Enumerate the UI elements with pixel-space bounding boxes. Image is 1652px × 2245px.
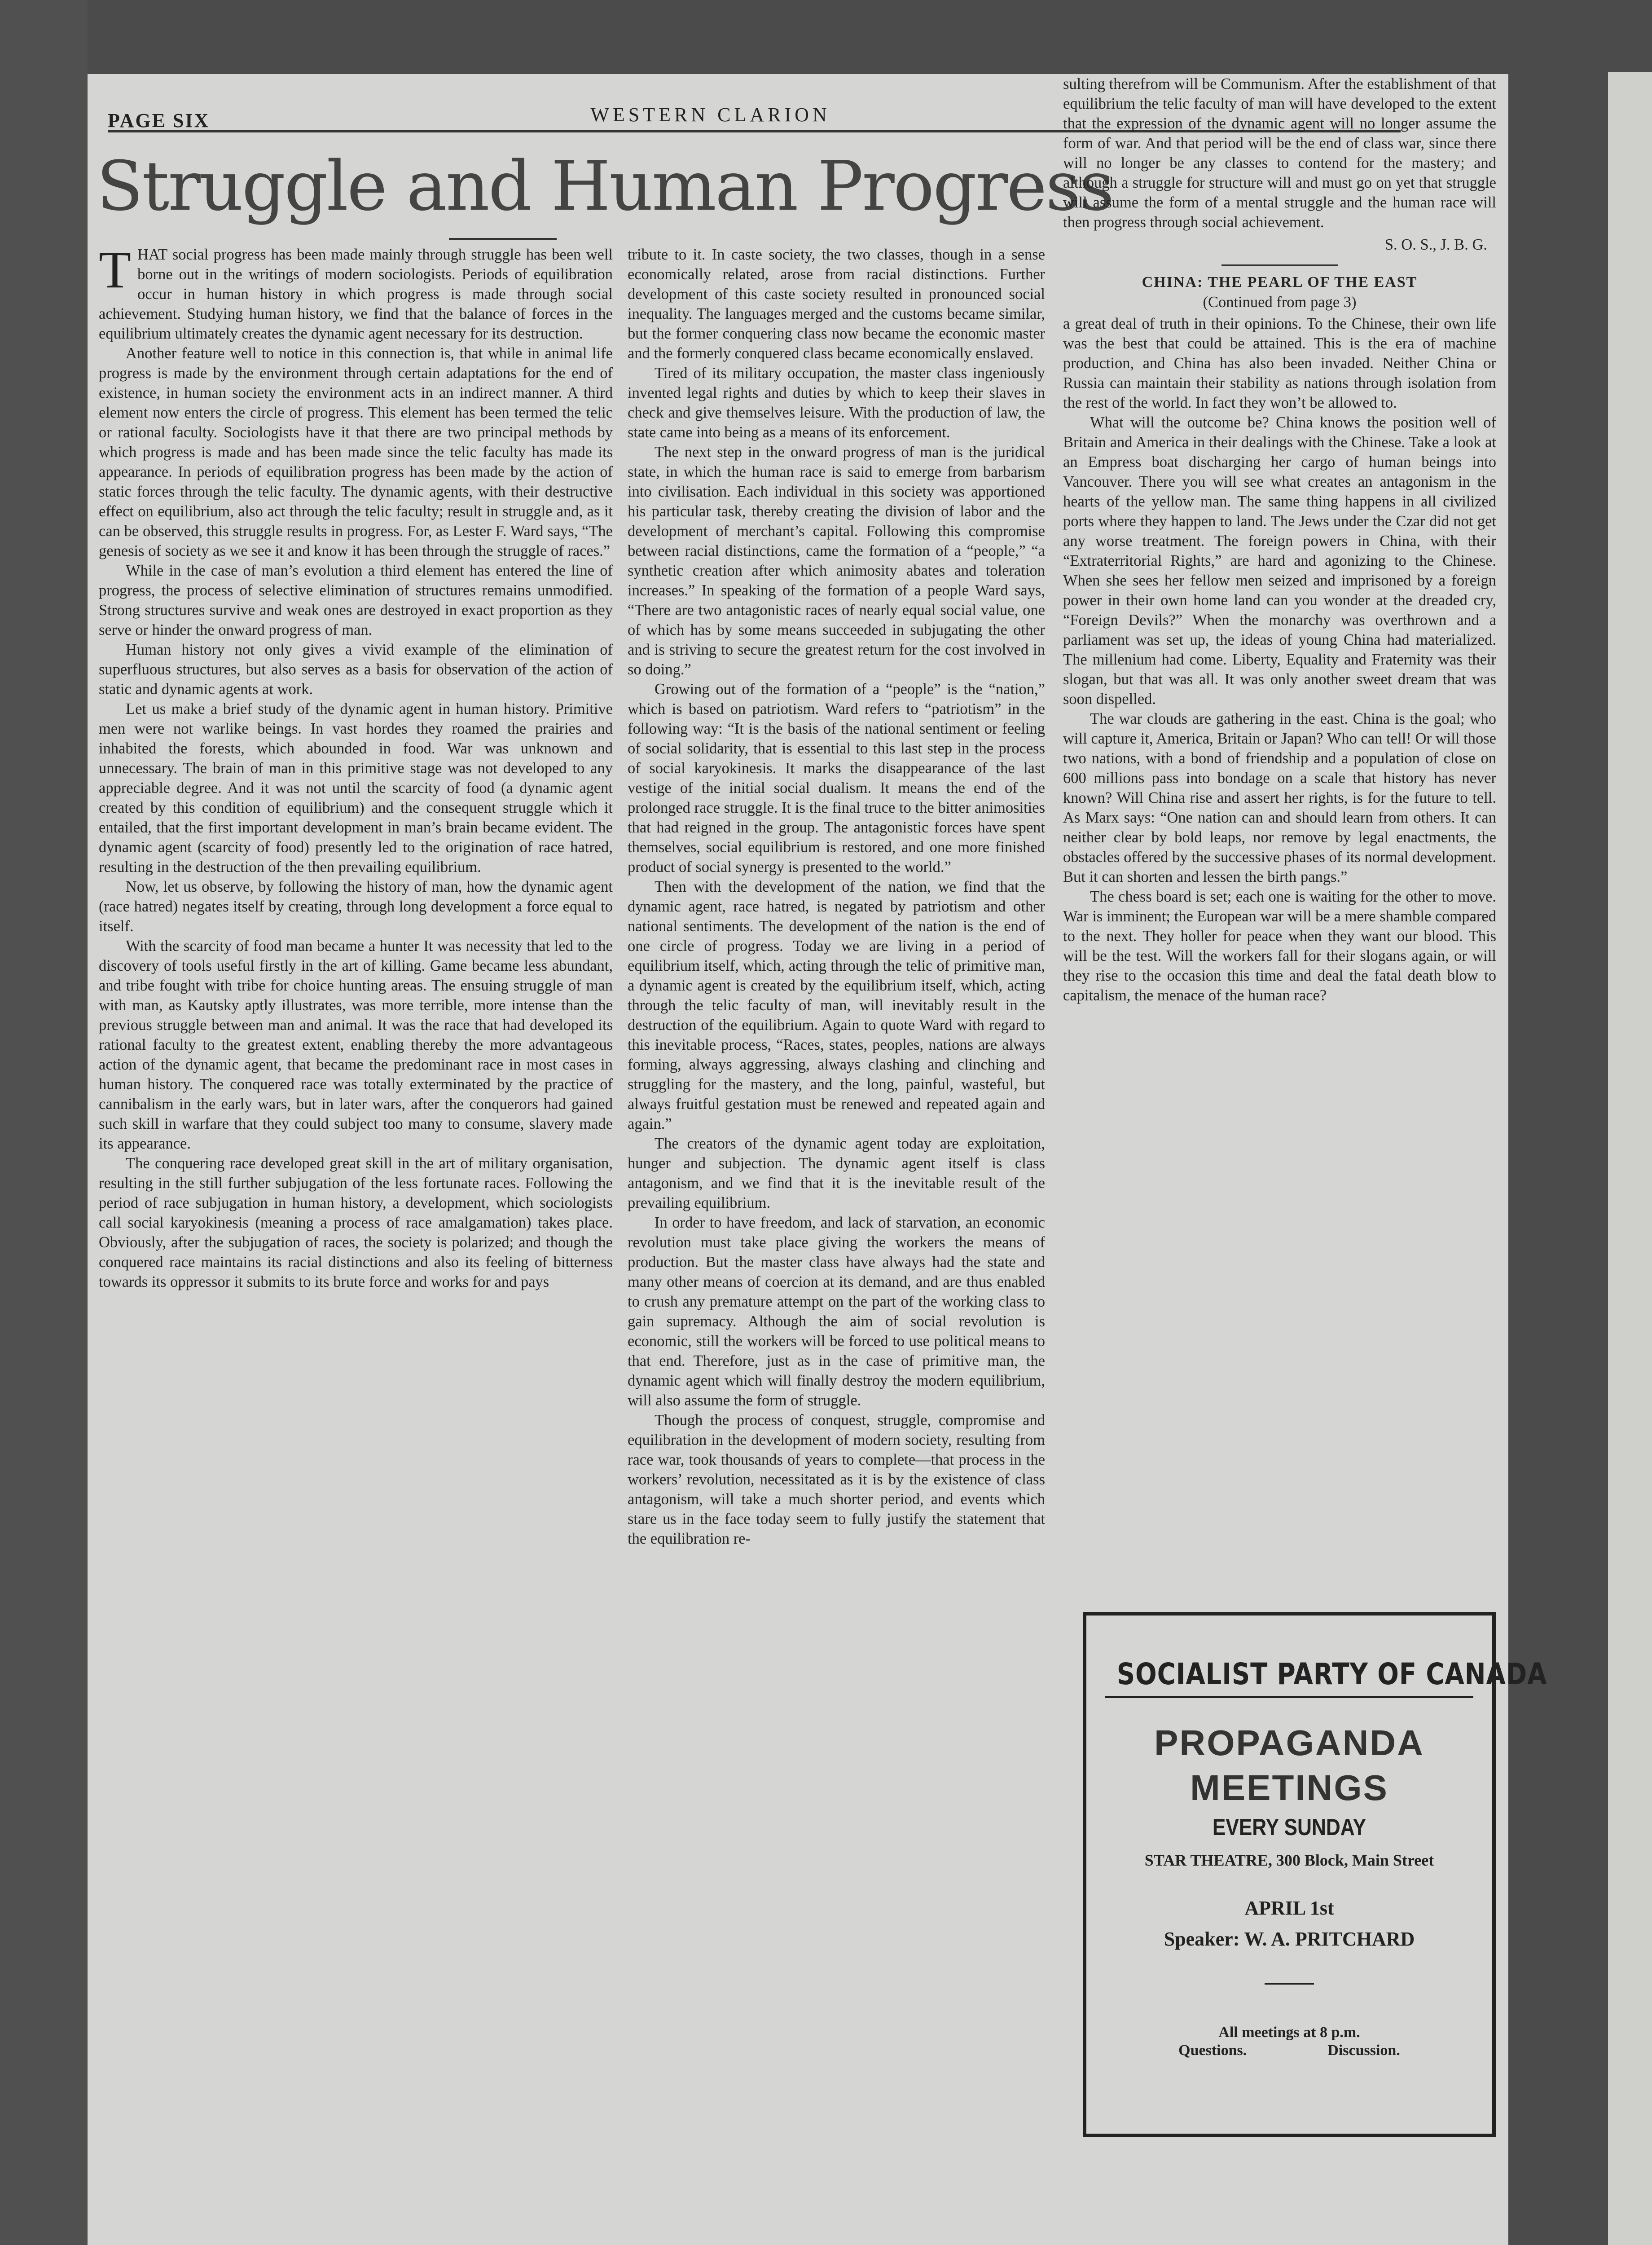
meeting-advertisement [1083,1612,1547,2137]
article-paragraph: The next step in the onward progress of man is the juridical state, in which the human race is said to emerge from barbarism into civilisation. Each individual in this society was apportioned his particular task, thereby creating the division of labor and the development of merchant’s capital. Following this compromise between racial distinctions, came the formation of a “people,” “a synthetic creation after which animosity abates and toleration increases.” In speaking of the formation of a people Ward says, “There are two antagonistic races of nearly equal social value, one of which has by some means succeeded in subjugating the other and is striving to secure the greatest return for the cost involved in so doing.” [628,444,1045,678]
ad-heading-line-2: MEETINGS [1190,1768,1388,1808]
article-paragraph: Let us make a brief study of the dynamic agent in human history. Primitive men were not warlike beings. In vast hordes they roamed the prairies and inhabited the forests, which abounded in food. War was unknown and unnecessary. The brain of man in this primitive stage was not developed to any appreciable degree. And it was not until the scarcity of food (a dynamic agent created by this condition of equilibrium) and the consequent struggle which it entailed, that the first important development in man’s brain became evident. The dynamic agent (scarcity of food) presently led to the origination of race hatred, resulting in the destruction of the then prevailing equilibrium. [99,700,613,876]
ad-venue: STAR THEATRE, 300 Block, Main Street [1144,1851,1434,1869]
article-paragraph: The conquering race developed great skill in the art of military organisation, resulting in the still further subjugation of the less fortunate races. Following the period of race subjugation in human history, a development, which sociologists call social karyokinesis (meaning a process of race amalgamation) takes place. Obviously, after the subjugation of races, the society is polarized; and though the conquered race maintains its racial distinctions and also its feeling of bitterness towards its oppressor it submits to its brute force and works for and pays [99,1155,613,1290]
ad-rule [1105,1696,1473,1698]
adjacent-page-edge [1608,72,1652,2245]
newspaper-title: WESTERN CLARION [590,104,830,126]
article-headline: Struggle and Human Progress [97,146,1113,226]
article-paragraph: THAT social progress has been made mainly through struggle has been well borne out in the writings of modern sociologists. Periods of equilibration occur in human history in which progress is made through social achievement. Studying human history, we find that the balance of forces in the equilibrium ultimately creates the dynamic agent necessary for its destruction. [99,240,613,342]
article-column-1 [99,240,613,1292]
ad-questions: Questions. [1178,2042,1247,2059]
ad-date: APRIL 1st [1244,1897,1334,1919]
article-paragraph: Though the process of conquest, struggle, compromise and equilibration in the development of modern society, resulting from race war, took thousands of years to complete—that process in the workers’ revolution, necessitated as it is by the existence of class antagonism, will take a much shorter period, and events which stare us in the face today seem to fully justify the statement that the equilibration re- [628,1412,1045,1547]
article-paragraph: With the scarcity of food man became a hunter It was necessity that led to the discovery of tools useful firstly in the art of killing. Game became less abundant, and tribe fought with tribe for choice hunting areas. The ensuing struggle of man with man, as Kautsky aptly illustrates, was more terrible, more intense than the previous struggle between man and animal. It was the race that had developed its rational faculty to the greatest extent, enabling thereby the more advantageous action of the dynamic agent, that became the predominant race in most cases in human history. The conquered race was totally exterminated by the practice of cannibalism in the early wars, but in later wars, after the conquerors had gained such skill in warfare that they could subject too many to consume, slavery made its appearance. [99,938,613,1152]
article-paragraph: Growing out of the formation of a “people” is the “nation,” which is based on patriotism. Ward refers to “patriotism” in the following way: “It is the basis of the national sentiment or feeling of social solidarity, that is essential to this last step in the process of social karyokinesis. It marks the disappearance of the last vestige of the initial social dualism. It means the end of the prolonged race struggle. It is the final truce to the bitter animosities that had reigned in the group. The antagonistic forces have spent themselves, social equilibrium is restored, and one more finished product of social synergy is presented to the world.” [628,681,1045,876]
article-paragraph: The creators of the dynamic agent today are exploitation, hunger and subjection. The dynamic agent itself is class antagonism, and we find that it is the inevitable result of the prevailing equilibrium. [628,1135,1045,1211]
article-paragraph: tribute to it. In caste society, the two classes, though in a sense economically related, arose from racial distinctions. Further development of this caste society resulted in pronounced social inequality. The languages merged and the customs became similar, but the former conquering class now became the economic master and the formerly conquered class became economically enslaved. [628,246,1045,362]
ad-time-note: All meetings at 8 p.m. [1218,2024,1360,2041]
ad-divider [1265,1983,1314,1985]
article-paragraph: Tired of its military occupation, the master class ingeniously invented legal rights and duties by which to keep their slaves in check and give themselves leisure. With the production of law, the state came into being as a means of its enforcement. [628,365,1045,441]
article-paragraph: Then with the development of the nation, we find that the dynamic agent, race hatred, is negated by patriotism and other national sentiments. The development of the nation is the end of one circle of progress. Today we are living in a period of equilibrium itself, which, acting through the telic of primitive man, a dynamic agent is created by the equilibrium itself, which, acting through the telic faculty of man, will inevitably result in the destruction of the equilibrium. Again to quote Ward with regard to this inevitable process, “Races, states, peoples, nations are always forming, always aggressing, always clashing and clinching and struggling for the mastery, and the long, painful, wasteful, but always fruitful gestation must be renewed and repeated again and again.” [628,878,1045,1132]
china-paragraph: a great deal of truth in their opinions. To the Chinese, their own life was the best that could be attained. This is the era of machine production, and China has also been invaded. Neither China or Russia can maintain their stability as nations through isolation from the rest of the world. In fact they won’t be allowed to. [1063,315,1496,411]
article-paragraph: Another feature well to notice in this connection is, that while in animal life progress is made by the environment through certain adaptations for the end of existence, in human society the environment acts in an indirect manner. A third element now enters the circle of progress. This element has been termed the telic or rational faculty. Sociologists have it that there are two principal methods by which progress is made and has been made since the telic faculty has made its appearance. In periods of equilibration progress has been made by the action of static forces through the telic faculty. The dynamic agents, with their destructive effect on equilibrium, also act through the telic faculty; result in struggle and, as it can be observed, this struggle results in progress. For, as Lester F. Ward says, “The genesis of society as we see it and know it has been through the struggle of races.” [99,345,613,559]
ad-heading-line-1: PROPAGANDA [1154,1723,1424,1763]
ad-speaker: Speaker: W. A. PRITCHARD [1164,1928,1415,1950]
article-paragraph: In order to have freedom, and lack of starvation, an economic revolution must take place giving the workers the means of production. But the master class have always had the state and many other means of coercion at its demand, and are thus enabled to crush any premature attempt on the part of the working class to gain supremacy. Although the aim of social revolution is economic, still the workers will be forced to use political means to that end. Therefore, just as in the case of primitive man, the dynamic agent which will finally destroy the modern equilibrium, will also assume the form of struggle. [628,1214,1045,1409]
headline-rule [449,238,557,240]
article-paragraph: While in the case of man’s evolution a third element has entered the line of progress, the process of selective elimination of structures remains unmodified. Strong structures survive and weak ones are destroyed in exact proportion as they serve or hinder the onward progress of man. [99,562,613,638]
scan-background [0,0,88,2245]
china-paragraph: What will the outcome be? China knows the position well of Britain and America in their dealings with the Chinese. Take a look at an Empress boat discharging her cargo of human beings into Vancouver. There you will see what creates an antagonism in the hearts of the yellow man. The same thing happens in all civilized ports where they happen to land. The Jews under the Czar did not get any worse treatment. The foreign powers in China, with their “Extraterritorial Rights,” are hard and agonizing to the Chinese. When she sees her fellow men seized and imprisoned by a foreign power in their own home land can you wonder at the dreaded cry, “Foreign Devils?” When the monarchy was overthrown and a parliament was set up, the ideas of young China had materialized. The millenium had come. Liberty, Equality and Fraternity was their slogan, but that was all. It was only another sweet dream that was soon dispelled. [1063,414,1496,708]
continued-note: (Continued from page 3) [1203,294,1357,311]
china-paragraph: The war clouds are gathering in the east. China is the goal; who will capture it, America, Britain or Japan? Who can tell! Or will those two nations, with a bond of friendship and a population of close on 600 millions pass into bondage on a scale that history has never known? Will China rise and assert her rights, is for the future to tell. As Marx says: “One nation can and should learn from others. It can neither clear by bold leaps, nor remove by legal enactments, the obstacles offered by the successive phases of its normal development. But it can shorten and lessen the birth pangs.” [1063,710,1496,885]
ad-heading [1086,1721,1492,1810]
ad-format-note [1086,2042,1492,2059]
article-column-3 [1063,74,1496,1005]
china-article-title: CHINA: THE PEARL OF THE EAST [1142,274,1418,291]
article-paragraph: Now, let us observe, by following the history of man, how the dynamic agent (race hatred) negates itself by creating, through long development a force equal to itself. [99,878,613,935]
drop-cap: T [99,240,132,299]
ad-discussion: Discussion. [1327,2042,1400,2059]
author-signature: S. O. S., J. B. G. [1384,236,1487,253]
article-column-2 [628,245,1045,1549]
ad-schedule: EVERY SUNDAY [1212,1814,1366,1840]
article-separator [1221,264,1338,266]
china-paragraph: The chess board is set; each one is waiting for the other to move. War is imminent; the European war will be a mere shamble compared to the next. They holler for peace when they want our blood. This will be the test. Will the workers fall for their slogans again, or will they rise to the occasion this time and deal the fatal death blow to capitalism, the menace of the human race? [1063,888,1496,1004]
article-paragraph: sulting therefrom will be Communism. After the establishment of that equilibrium the telic faculty of man will have developed to the extent that the expression of the dynamic agent will no longer assume the form of war. And that period will be the end of class war, since there will no longer be any classes to contend for the mastery; and although a struggle for structure will and must go on yet that struggle will assume the form of a mental struggle and the human race will then progress through social achievement. [1063,75,1496,231]
page-number-label: PAGE SIX [108,110,210,132]
article-paragraph: Human history not only gives a vivid example of the elimination of superfluous structures, but also serves as a basis for observation of the action of static and dynamic agents at work. [99,641,613,698]
ad-party-name: SOCIALIST PARTY OF CANADA [1116,1657,1547,1691]
